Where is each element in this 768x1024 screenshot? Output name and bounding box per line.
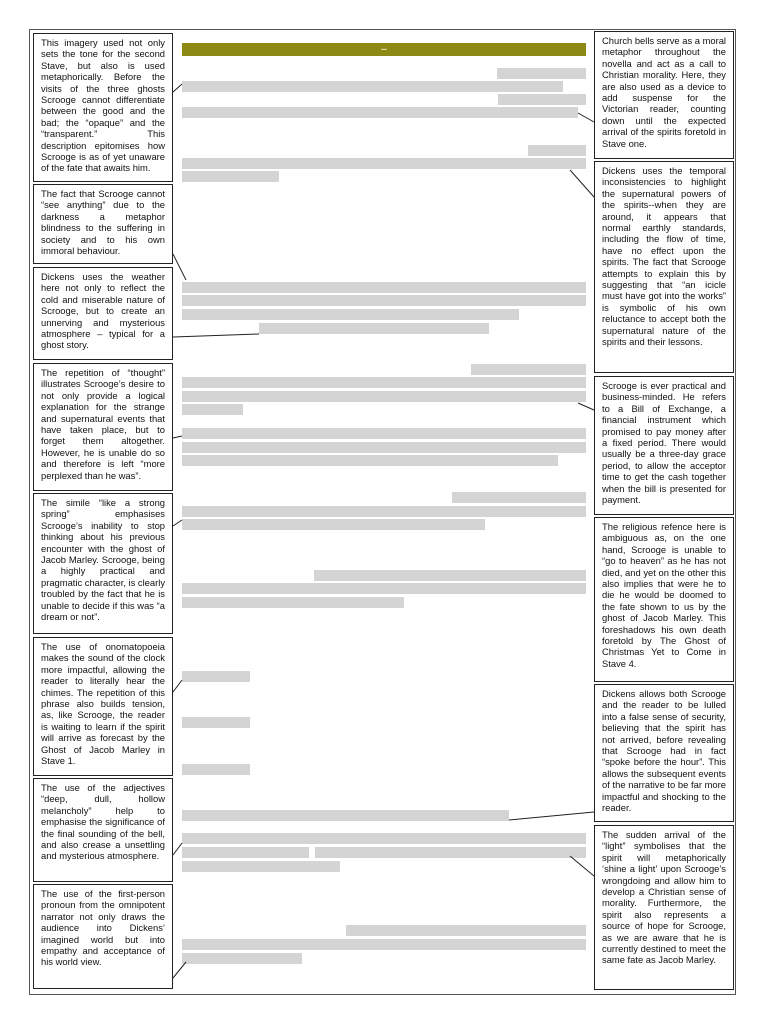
left-annotation-8: The use of the first-person pronoun from the omnipotent narrator not only draws the audience into Dickens’ imagined world but into empathy and acceptance of his world view. (33, 884, 173, 989)
connector-line (173, 84, 182, 92)
right-annotation-5: Dickens allows both Scrooge and the reader to be lulled into a false sense of security, believing that the spirit has not arrived, before revealing that Scrooge had in fact “spoke before the hour”. This allows the subsequent events of the narrative to be far more impactful and shocking to the reader. (594, 684, 734, 822)
connector-line (570, 170, 594, 197)
left-annotation-6: The use of onomatopoeia makes the sound of the clock more impactful, allowing the reader to literally hear the chimes. The repetition of this phrase also builds tension, as, like Scrooge, the reader is waiting to learn if the spirit will arrive as forecast by the Ghost of Jacob Marley in Stave 1. (33, 637, 173, 776)
left-annotation-1: This imagery used not only sets the tone for the second Stave, but also is used metaphorically. Before the visits of the three ghosts Scrooge cannot differentiate between the good and the bad; the “opaque” and the “transparent.” This description epitomises how Scrooge is as of yet unaware of the fate that awaits him. (33, 33, 173, 182)
connector-line (173, 334, 259, 337)
left-annotation-3: Dickens uses the weather here not only to reflect the cold and miserable nature of Scrooge, but to create an unnerving and mysterious atmosphere – typical for a ghost story. (33, 267, 173, 360)
right-annotation-1: Church bells serve as a moral metaphor throughout the novella and act as a call to Christian morality. Here, they are also used as a device to add suspense for the Victorian reader, counting down until the expected arrival of the spirits foretold in Stave one. (594, 31, 734, 159)
right-annotation-4: The religious refence here is ambiguous as, on the one hand, Scrooge is unable to “go to heaven” as he has not died, and yet on the other this also implies that were he to die he would be doomed to the fate shown to us by the ghost of Jacob Marley. This foreshadows his own death foretold by The Ghost of Christmas Yet to Come in Stave 4. (594, 517, 734, 682)
connector-line (578, 113, 594, 122)
right-annotation-2: Dickens uses the temporal inconsistencies to highlight the supernatural powers of the spirits--when they are around, it appears that normal earthly standards, including the flow of time, have no effect upon the spirits. The fact that Scrooge attempts to explain this by suggesting that “an icicle must have got into the works” is symbolic of his own reluctance to accept both the supernatural nature of the spirits and their lessons. (594, 161, 734, 373)
connector-line (173, 843, 182, 855)
left-annotation-5: The simile “like a strong spring” emphasises Scrooge’s inability to stop thinking about his previous encounter with the ghost of Jacob Marley. Scrooge, being a highly practical and pragmatic character, is clearly troubled by the fact that he is unable to decide if this was “a dream or not”. (33, 493, 173, 634)
left-annotation-7: The use of the adjectives “deep, dull, hollow melancholy” help to emphasise the significance of the final sounding of the bell, and also crease a unsettling and mysterious atmosphere. (33, 778, 173, 882)
title-bar: – (182, 43, 586, 56)
connector-line (173, 680, 182, 692)
connector-line (173, 962, 186, 978)
right-annotation-6: The sudden arrival of the “light” symbolises that the spirit will metaphorically ‘shine a light’ upon Scrooge’s wrongdoing and allow him to develop a Christian sense of morality. Furthermore, the spirit also represents a source of hope for Scrooge, as we are aware that he is currently destined to meet the same fate as Jacob Marley. (594, 825, 734, 990)
connector-line (173, 436, 182, 438)
left-annotation-4: The repetition of “thought” illustrates Scrooge’s desire to not only provide a logical explanation for the strange and supernatural events that have taken place, but to forget them altogether. However, he is unable do so and therefore is left “more perplexed than he was”. (33, 363, 173, 491)
connector-line (173, 520, 182, 526)
connector-line (570, 856, 594, 876)
connector-line (578, 403, 594, 410)
connector-line (173, 254, 186, 280)
right-annotation-3: Scrooge is ever practical and business-minded. He refers to a Bill of Exchange, a financial instrument which promised to pay money after a fixed period. There would usually be a three-day grace period, to allow the acceptor time to get the cash together when the bill is presented for payment. (594, 376, 734, 515)
left-annotation-2: The fact that Scrooge cannot “see anything” due to the darkness a metaphor blindness to the suffering in society and to his own immoral behaviour. (33, 184, 173, 264)
connector-line (509, 812, 594, 820)
